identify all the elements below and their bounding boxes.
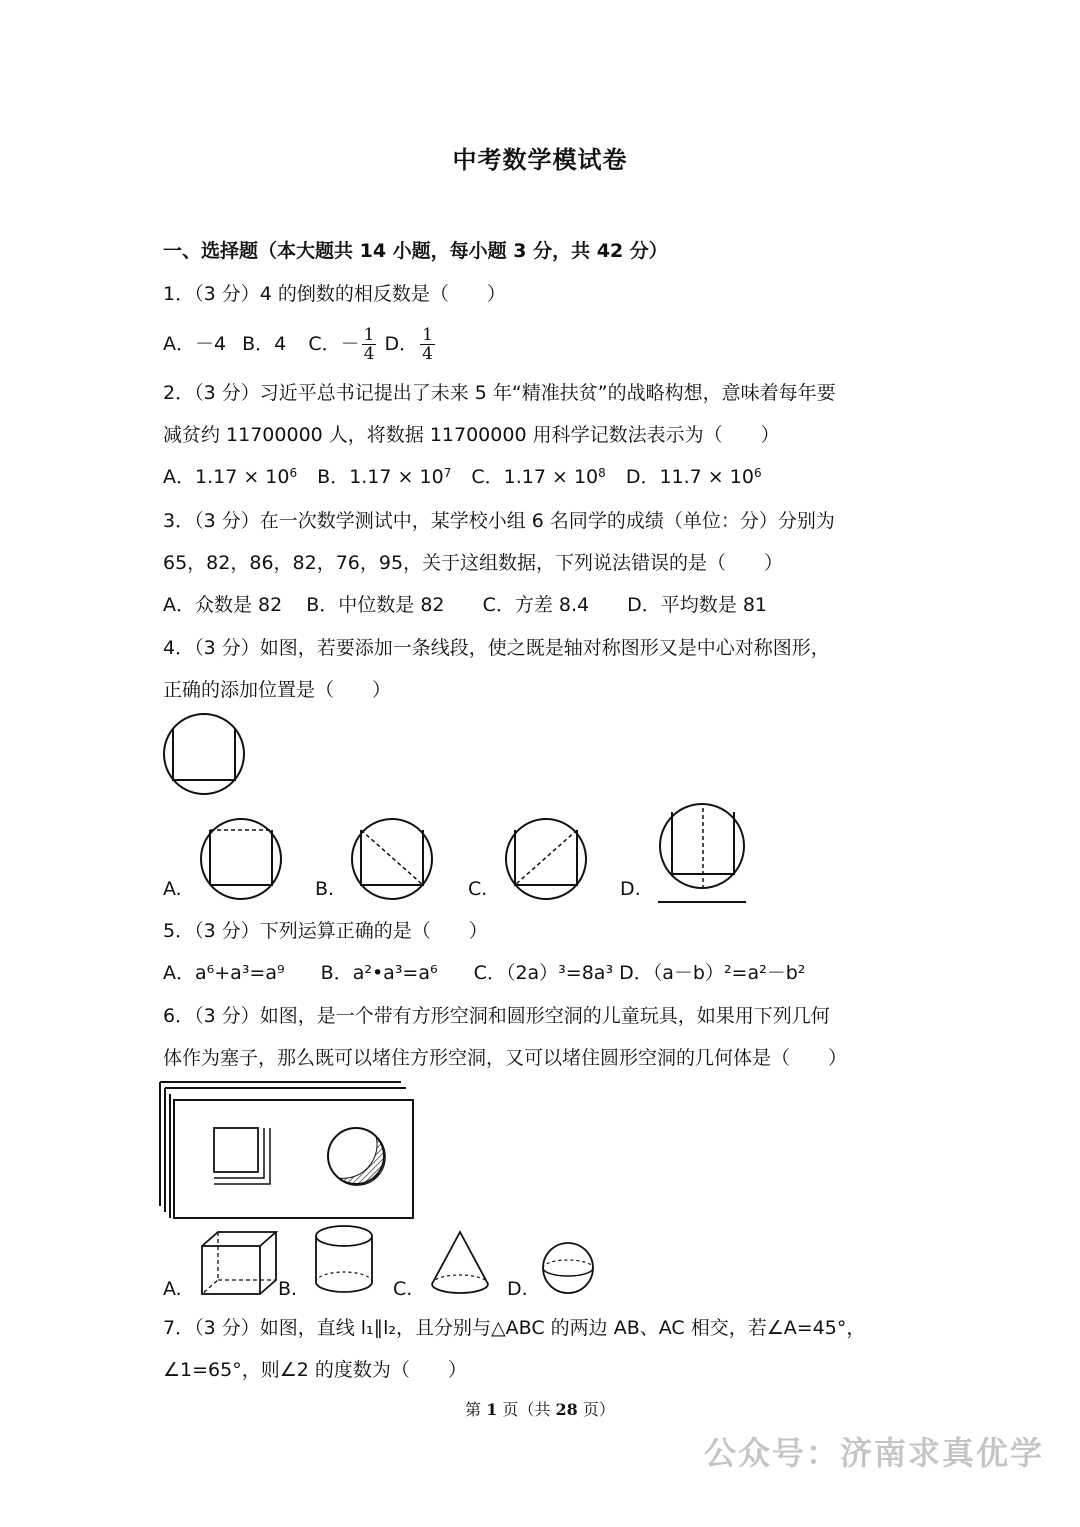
q6-option-a-label: A. [163, 1278, 182, 1300]
question-2-line1: 2．（3 分）习近平总书记提出了未来 5 年“精准扶贫”的战略构想，意味着每年要 [163, 382, 836, 404]
q6-option-d-label: D. [507, 1278, 528, 1300]
q6-option-b-label: B. [278, 1278, 298, 1300]
q5-option-c: C．（2a）³=8a³ [473, 962, 614, 984]
question-6-line2: 体作为塞子，那么既可以堵住方形空洞，又可以堵住圆形空洞的几何体是（ ） [163, 1047, 848, 1069]
question-1-options [163, 326, 437, 363]
question-7-line2: ∠1=65°，则∠2 的度数为（ ） [163, 1359, 467, 1381]
watermark: 公众号：济南求真优学 [703, 1434, 1044, 1472]
question-7-line1: 7．（3 分）如图，直线 l₁∥l₂，且分别与△ABC 的两边 AB、AC 相交，若∠A=45°， [163, 1317, 866, 1339]
q2-option-c: C．$1.17 \times 10^8$ [471, 466, 606, 488]
page-number: 1 [486, 1400, 498, 1419]
question-2-options [163, 464, 762, 490]
q4-option-c-figure [502, 815, 592, 905]
q6-option-c-cone [426, 1228, 496, 1300]
q6-option-d-sphere [540, 1240, 600, 1298]
q1-option-a: A．－4 [163, 333, 227, 355]
q2-option-b: B．$1.17 \times 10^7$ [317, 466, 452, 488]
question-2-line2: 减贫约 11700000 人，将数据 11700000 用科学记数法表示为（ ） [163, 424, 780, 446]
q5-option-b: B．a²•a³=a⁶ [320, 962, 438, 984]
q3-option-a: A．众数是 82 [163, 594, 283, 616]
page-total: 28 [555, 1400, 578, 1419]
q1-option-c-sign: － [340, 333, 360, 355]
question-3-options [163, 592, 767, 618]
q5-option-a: A．a⁶+a³=a⁹ [163, 962, 285, 984]
question-3-line2: 65，82，86，82，76，95，关于这组数据，下列说法错误的是（ ） [163, 552, 784, 574]
q4-option-a-figure [197, 815, 287, 905]
question-4-line1: 4．（3 分）如图，若要添加一条线段，使之既是轴对称图形又是中心对称图形， [163, 637, 830, 659]
question-6-line1: 6．（3 分）如图，是一个带有方形空洞和圆形空洞的儿童玩具，如果用下列几何 [163, 1005, 830, 1027]
q6-option-b-cylinder [310, 1222, 380, 1298]
q4-option-b-label: B. [315, 878, 335, 900]
q2-option-d: D．$11.7 \times 10^6$ [625, 466, 762, 488]
q1-option-b: B．4 [242, 333, 287, 355]
q1-option-d-fraction: $\frac{1}{4}$ [422, 325, 433, 364]
q4-option-d-label: D. [620, 878, 641, 900]
q4-option-a-label: A. [163, 878, 182, 900]
q3-option-b: B．中位数是 82 [306, 594, 445, 616]
q6-toy-figure [158, 1078, 420, 1223]
question-4-line2: 正确的添加位置是（ ） [163, 679, 392, 701]
q6-option-a-cube [198, 1228, 280, 1298]
q1-option-c-fraction: $\frac{1}{4}$ [363, 325, 375, 364]
q1-option-c: C． [308, 333, 341, 355]
question-3-line1: 3．（3 分）在一次数学测试中，某学校小组 6 名同学的成绩（单位：分）分别为 [163, 510, 835, 532]
q3-option-c: C．方差 8.4 [482, 594, 590, 616]
q4-main-figure [160, 710, 250, 800]
question-5-options [163, 960, 805, 986]
q6-option-c-label: C. [393, 1278, 413, 1300]
q3-option-d: D．平均数是 81 [627, 594, 768, 616]
q4-option-d-figure [654, 800, 754, 910]
q5-option-d: D．（a－b）²=a²－b² [619, 962, 806, 984]
question-5-stem: 5．（3 分）下列运算正确的是（ ） [163, 920, 488, 942]
question-1-stem: 1．（3 分）4 的倒数的相反数是（ ） [163, 283, 506, 305]
q2-option-a: A．$1.17 \times 10^6$ [163, 466, 298, 488]
q4-option-b-figure [348, 815, 438, 905]
page-footer: 第 1 页（共 28 页） [465, 1400, 615, 1419]
q1-option-d: D． [384, 333, 419, 355]
page-title: 中考数学模试卷 [452, 145, 628, 174]
q4-option-c-label: C. [468, 878, 488, 900]
section-heading: 一、选择题（本大题共 14 小题，每小题 3 分，共 42 分） [163, 240, 668, 262]
